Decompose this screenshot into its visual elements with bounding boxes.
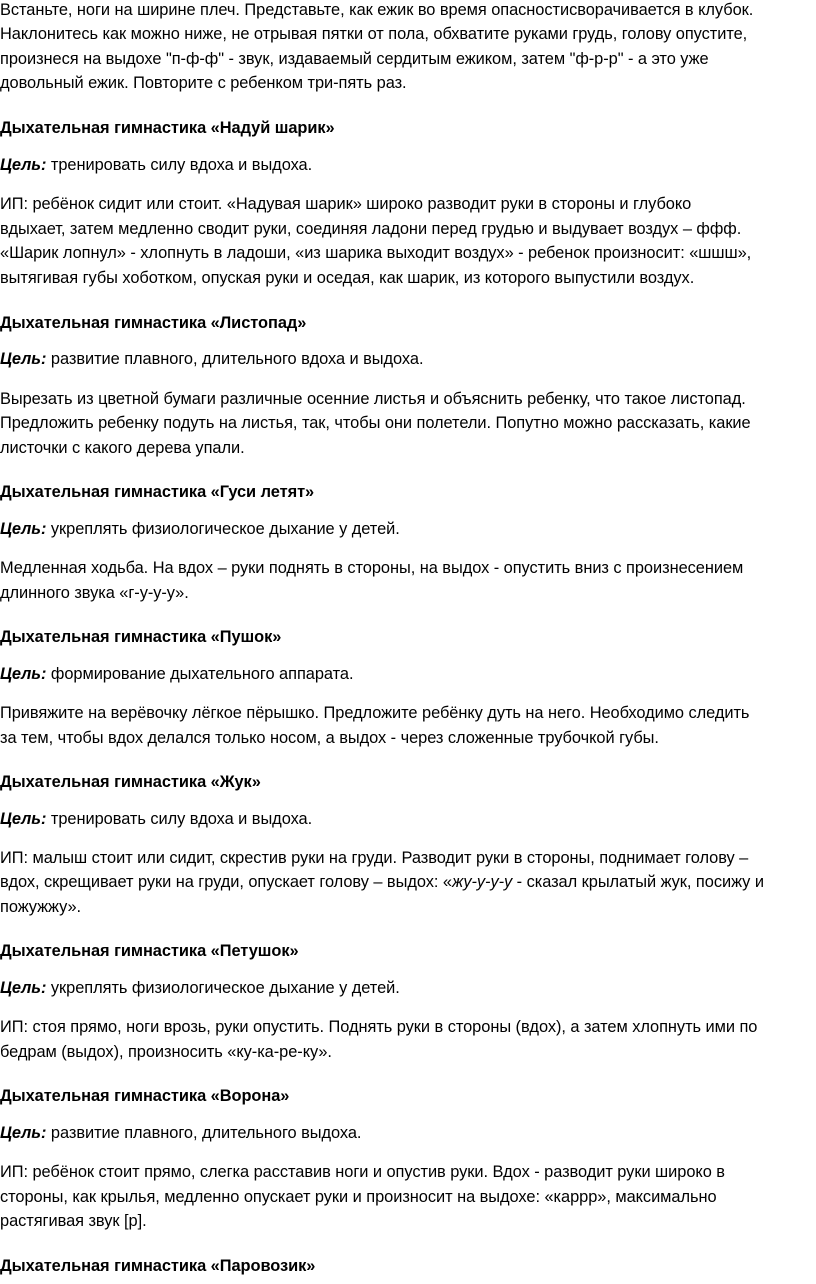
goal-label: Цель: <box>0 520 47 538</box>
goal-line <box>0 153 312 177</box>
goal-text: тренировать силу вдоха и выдоха. <box>46 156 313 174</box>
goal-line <box>0 517 400 541</box>
body-line: ИП: ребёнок сидит или стоит. «Надувая шарик» широко разводит руки в стороны и глубоко <box>0 195 692 213</box>
body-line: Предложить ребенку подуть на листья, так, чтобы они полетели. Попутно можно рассказать, какие <box>0 414 751 432</box>
body-text: - сказал крылатый жук, посижу и <box>512 873 764 891</box>
goal-text: укреплять физиологическое дыхание у детей. <box>46 979 400 997</box>
intro-line: довольный ежик. Повторите с ребенком три-пять раз. <box>0 74 407 92</box>
body-line <box>0 870 764 894</box>
body-line: длинного звука «г-у-у-у». <box>0 584 189 602</box>
goal-text: формирование дыхательного аппарата. <box>46 665 354 683</box>
intro-line: произнеся на выдохе "п-ф-ф" - звук, издаваемый сердитым ежиком, затем "ф-р-р" - а это уже <box>0 50 709 68</box>
body-line: бедрам (выдох), произносить «ку-ка-ре-ку». <box>0 1043 332 1061</box>
body-line: «Шарик лопнул» - хлопнуть в ладоши, «из шарика выходит воздух» - ребенок произносит: «шшш», <box>0 244 752 262</box>
goal-text: тренировать силу вдоха и выдоха. <box>46 810 313 828</box>
section-heading: Дыхательная гимнастика «Пушок» <box>0 628 282 646</box>
section-heading: Дыхательная гимнастика «Паровозик» <box>0 1257 316 1275</box>
section-heading: Дыхательная гимнастика «Гуси летят» <box>0 483 315 501</box>
body-text-italic: жу-у-у-у <box>451 873 513 891</box>
body-line: стороны, как крылья, медленно опускает руки и произносит на выдохе: «каррр», максимально <box>0 1188 717 1206</box>
goal-text: развитие плавного, длительного вдоха и выдоха. <box>46 350 424 368</box>
goal-text: укреплять физиологическое дыхание у детей. <box>46 520 400 538</box>
goal-line <box>0 1121 361 1145</box>
goal-label: Цель: <box>0 1124 47 1142</box>
body-line: пожужжу». <box>0 898 82 916</box>
intro-line: Наклонитесь как можно ниже, не отрывая пятки от пола, обхватите руками грудь, голову опустите, <box>0 25 748 43</box>
goal-text: развитие плавного, длительного выдоха. <box>46 1124 362 1142</box>
body-line: Вырезать из цветной бумаги различные осенние листья и объяснить ребенку, что такое листопад. <box>0 390 746 408</box>
body-line: ИП: ребёнок стоит прямо, слегка расставив ноги и опустив руки. Вдох - разводит руки широко в <box>0 1163 725 1181</box>
section-heading: Дыхательная гимнастика «Жук» <box>0 773 261 791</box>
goal-line <box>0 347 423 371</box>
body-line: ИП: малыш стоит или сидит, скрестив руки на груди. Разводит руки в стороны, поднимает голову – <box>0 849 749 867</box>
body-line: за тем, чтобы вдох делался только носом, а выдох - через сложенные трубочкой губы. <box>0 729 659 747</box>
section-heading: Дыхательная гимнастика «Петушок» <box>0 942 299 960</box>
body-text: вдох, скрещивает руки на груди, опускает голову – выдох: « <box>0 873 452 891</box>
body-line: листочки с какого дерева упали. <box>0 439 245 457</box>
body-line: ИП: стоя прямо, ноги врозь, руки опустить. Поднять руки в стороны (вдох), а затем хлопнуть ими по <box>0 1018 758 1036</box>
goal-label: Цель: <box>0 350 47 368</box>
goal-line <box>0 662 353 686</box>
section-heading: Дыхательная гимнастика «Листопад» <box>0 314 307 332</box>
goal-label: Цель: <box>0 665 47 683</box>
section-heading: Дыхательная гимнастика «Ворона» <box>0 1087 290 1105</box>
body-line: вытягивая губы хоботком, опуская руки и оседая, как шарик, из которого выпустили воздух. <box>0 269 695 287</box>
body-line: Медленная ходьба. На вдох – руки поднять в стороны, на выдох - опустить вниз с произнесением <box>0 559 744 577</box>
body-line: вдыхает, затем медленно сводит руки, соединяя ладони перед грудью и выдувает воздух – ффф. <box>0 220 742 238</box>
goal-line <box>0 976 400 1000</box>
goal-label: Цель: <box>0 810 47 828</box>
goal-line <box>0 807 312 831</box>
goal-label: Цель: <box>0 979 47 997</box>
body-line: Привяжите на верёвочку лёгкое пёрышко. Предложите ребёнку дуть на него. Необходимо следить <box>0 704 750 722</box>
intro-line: Встаньте, ноги на ширине плеч. Представьте, как ежик во время опасностисворачивается в клубок. <box>0 1 754 19</box>
body-line: растягивая звук [р]. <box>0 1212 147 1230</box>
goal-label: Цель: <box>0 156 47 174</box>
section-heading: Дыхательная гимнастика «Надуй шарик» <box>0 119 335 137</box>
